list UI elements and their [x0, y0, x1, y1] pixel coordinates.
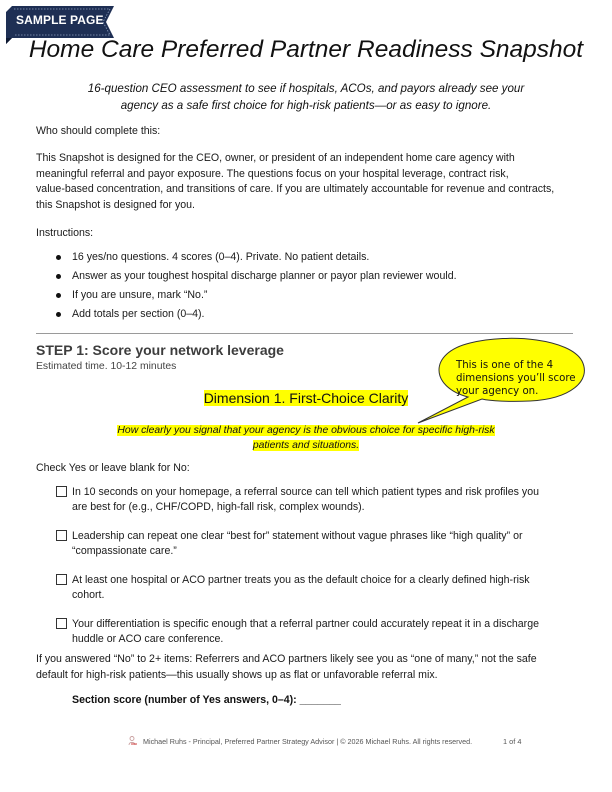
checklist-item-text: are best for (e.g., CHF/COPD, high-fall risk, complex wounds).	[72, 501, 365, 513]
instruction-item: Add totals per section (0–4).	[54, 307, 574, 326]
who-label: Who should complete this:	[36, 125, 161, 137]
callout-line: your agency on.	[456, 386, 539, 397]
checklist-item-text: At least one hospital or ACO partner treats you as the default choice for a clearly defined high-risk	[72, 574, 530, 586]
instruction-item: 16 yes/no questions. 4 scores (0–4). Private. No patient details.	[54, 250, 574, 269]
page-title: Home Care Preferred Partner Readiness Snapshot	[28, 36, 584, 63]
sample-page-label: SAMPLE PAGE	[16, 13, 104, 27]
result-line: default for high-risk patients—this usually shows up as flat or unfavorable referral mix.	[36, 668, 438, 681]
checklist-item	[56, 617, 576, 647]
result-paragraph	[36, 652, 581, 683]
who-line: This Snapshot is designed for the CEO, owner, or president of an independent home care agency with	[36, 152, 515, 164]
dimension-title-text: Dimension 1. First-Choice Clarity	[203, 390, 409, 406]
who-line: meaningful referral and payor exposure. The questions focus on your hospital leverage, contract risk,	[36, 167, 509, 180]
subtitle-line-1: 16-question CEO assessment to see if hospitals, ACOs, and payors already see your	[87, 82, 525, 95]
callout-line: dimensions you’ll score	[456, 373, 576, 384]
who-line: value-based concentration, and transitions of care. If you are ultimately accountable for revenue and contracts,	[36, 183, 555, 195]
checkbox[interactable]	[56, 486, 67, 497]
instructions-label: Instructions:	[36, 227, 94, 239]
checklist-item-text: cohort.	[72, 589, 105, 601]
who-paragraph	[36, 151, 581, 213]
footer-text: Michael Ruhs - Principal, Preferred Partner Strategy Advisor | © 2026 Michael Ruhs. All rights reserved.	[143, 737, 473, 746]
step-time: Estimated time. 10-12 minutes	[36, 361, 177, 372]
dimension-title	[0, 390, 612, 406]
section-divider	[36, 333, 573, 334]
sample-page-badge	[2, 4, 114, 40]
checklist-item-text: huddle or ACO care conference.	[72, 633, 224, 645]
step-title: STEP 1: Score your network leverage	[36, 342, 284, 358]
instructions-list	[54, 250, 574, 326]
checkbox[interactable]	[56, 530, 67, 541]
checkbox[interactable]	[56, 574, 67, 585]
checklist-item	[56, 485, 576, 515]
result-line: If you answered “No” to 2+ items: Referrers and ACO partners likely see you as “one of many,” not the safe	[36, 653, 537, 665]
dimension-description	[100, 423, 512, 453]
page-number: 1 of 4	[503, 737, 522, 746]
checklist-item-text: Your differentiation is specific enough that a referral partner could accurately repeat it in a discharge	[72, 618, 539, 630]
subtitle-line-2: agency as a safe first choice for high-risk patients—or as easy to ignore.	[120, 99, 492, 112]
checklist-item	[56, 573, 576, 603]
instruction-item: Answer as your toughest hospital discharge planner or payor plan reviewer would.	[54, 269, 574, 288]
checklist-label: Check Yes or leave blank for No:	[36, 462, 190, 474]
checkbox[interactable]	[56, 618, 67, 629]
checklist	[56, 485, 576, 661]
checklist-item-text: “compassionate care.”	[72, 545, 177, 557]
section-score-field[interactable]: Section score (number of Yes answers, 0–4): _______	[72, 694, 341, 706]
instruction-item: If you are unsure, mark “No.”	[54, 288, 574, 307]
page-subtitle	[60, 80, 552, 114]
dimension-desc-line-2: patients and situations.	[252, 440, 360, 451]
dimension-desc-line-1: How clearly you signal that your agency is the obvious choice for specific high-risk	[117, 425, 495, 436]
who-line: this Snapshot is designed for you.	[36, 198, 196, 211]
checklist-item-text: Leadership can repeat one clear “best for” statement without vague phrases like “high quality” or	[72, 530, 523, 542]
callout-line: This is one of the 4	[456, 360, 554, 371]
checklist-item	[56, 529, 576, 559]
checklist-item-text: In 10 seconds on your homepage, a referral source can tell which patient types and risk profiles you	[72, 486, 539, 498]
person-logo-icon	[128, 736, 138, 746]
